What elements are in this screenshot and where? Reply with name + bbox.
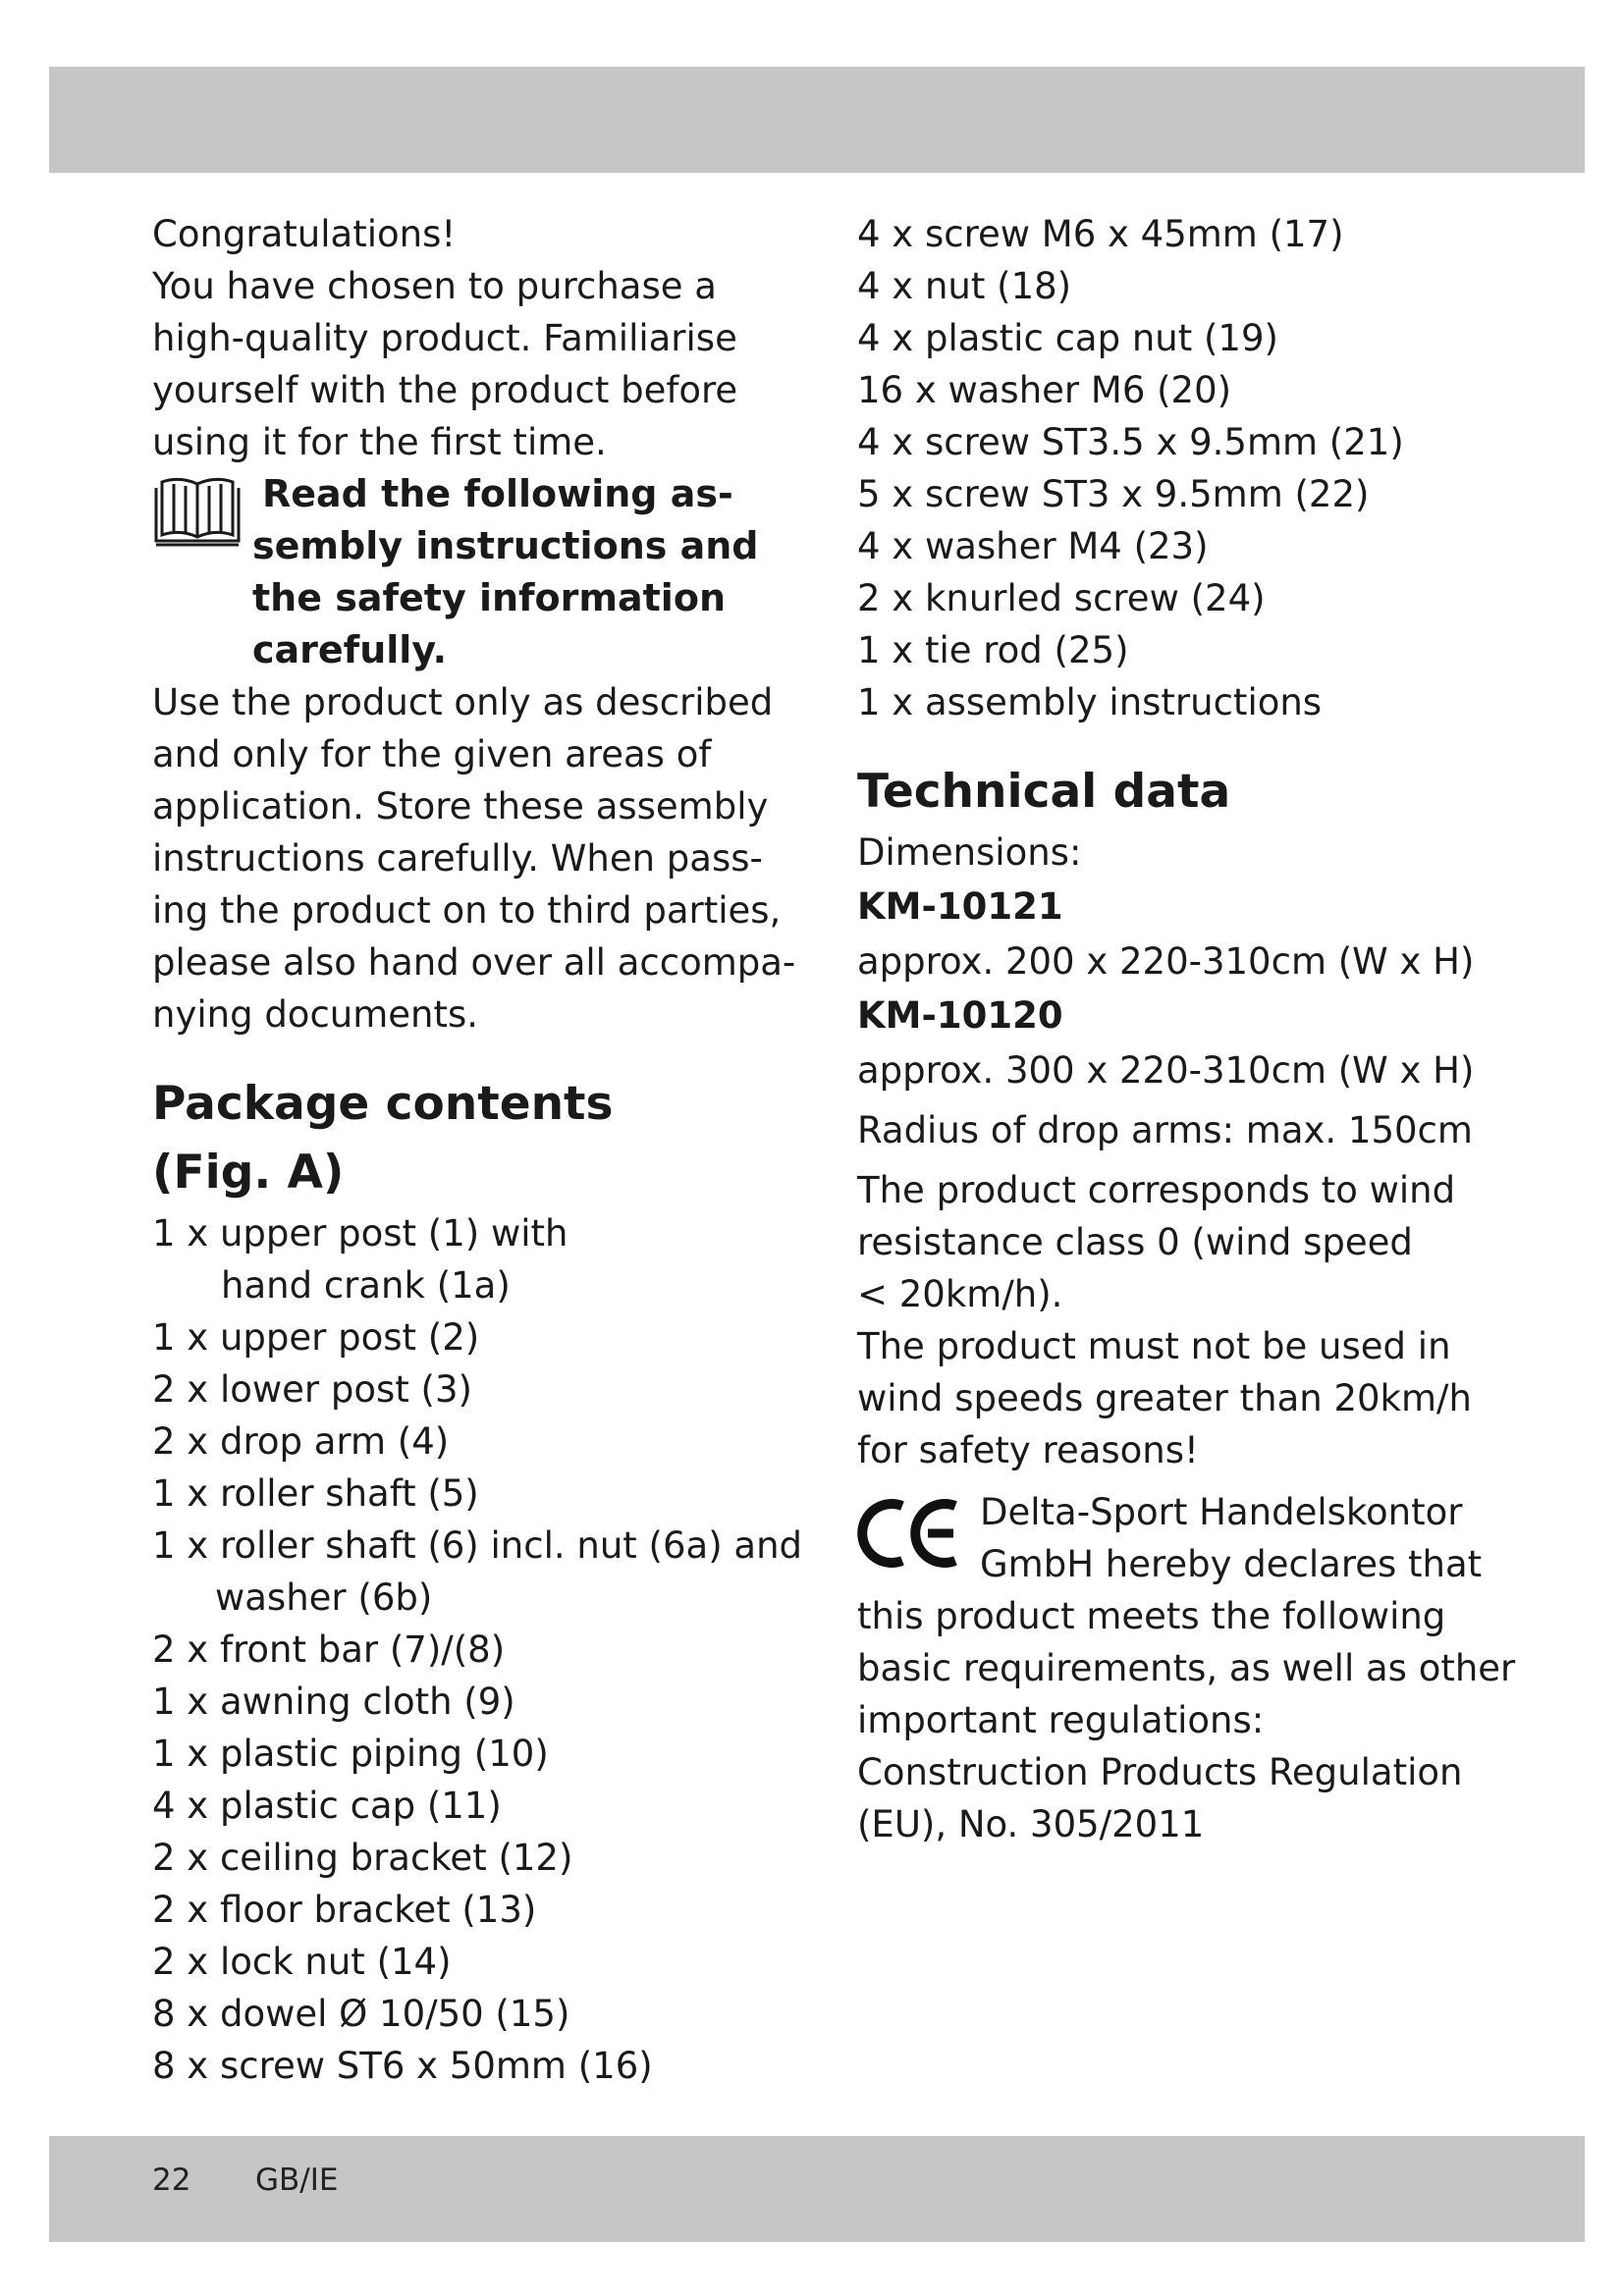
wind-resistance-paragraph (857, 1164, 1505, 1476)
technical-data-heading: Technical data (857, 765, 1231, 819)
declaration-line: basic requirements, as well as other (857, 1647, 1516, 1689)
intro-line: Congratulations! (152, 213, 457, 255)
page-number: 22 (152, 2163, 191, 2198)
dimensions-label: Dimensions: (857, 831, 1082, 874)
list-item: 4 x screw M6 x 45mm (17) (857, 213, 1344, 255)
ce-mark-icon (857, 1494, 965, 1573)
list-item-continuation: hand crank (1a) (221, 1264, 511, 1307)
list-item: 2 x lock nut (14) (152, 1941, 452, 1983)
list-item: 1 x roller shaft (5) (152, 1472, 479, 1515)
locale-label: GB/IE (255, 2163, 339, 2198)
package-list-continued (857, 208, 1505, 728)
list-item: 2 x knurled screw (24) (857, 577, 1266, 619)
model-number: KM-10121 (857, 885, 1063, 928)
intro-paragraph (152, 208, 781, 468)
list-item-continuation: washer (6b) (215, 1576, 433, 1619)
declaration-line: Construction Products Regulation (857, 1751, 1463, 1793)
list-item: 1 x roller shaft (6) incl. nut (6a) and (152, 1524, 803, 1567)
section-title: (Fig. A) (152, 1146, 345, 1200)
intro-line: You have chosen to purchase a (152, 265, 717, 307)
usage-line: instructions carefully. When pass- (152, 837, 763, 880)
right-column (857, 208, 1516, 1850)
intro-line: yourself with the product before (152, 369, 738, 411)
package-list (152, 1207, 803, 2092)
list-item: 8 x screw ST6 x 50mm (16) (152, 2045, 653, 2087)
read-instructions-notice (152, 468, 781, 676)
list-item: 1 x assembly instructions (857, 681, 1323, 723)
list-item: 4 x plastic cap nut (19) (857, 317, 1278, 359)
list-item: 2 x front bar (7)/(8) (152, 1629, 506, 1671)
list-item: 4 x screw ST3.5 x 9.5mm (21) (857, 421, 1404, 463)
usage-line: ing the product on to third parties, (152, 889, 782, 932)
usage-line: Use the product only as described (152, 681, 774, 723)
list-item: 8 x dowel Ø 10/50 (15) (152, 1993, 570, 2035)
usage-line: please also hand over all accompa- (152, 941, 796, 984)
notice-line: sembly instructions and (252, 524, 759, 567)
wind-line: The product must not be used in (857, 1325, 1451, 1367)
list-item: 2 x ceiling bracket (12) (152, 1837, 573, 1879)
list-item: 4 x nut (18) (857, 265, 1072, 307)
wind-line: The product corresponds to wind (857, 1169, 1456, 1211)
list-item: 1 x plastic piping (10) (152, 1733, 549, 1775)
usage-line: nying documents. (152, 993, 479, 1036)
model-number: KM-10120 (857, 994, 1063, 1037)
list-item: 1 x upper post (1) with (152, 1212, 568, 1255)
drop-arm-radius: Radius of drop arms: max. 150cm (857, 1109, 1473, 1151)
intro-line: using it for the first time. (152, 421, 607, 463)
book-icon (152, 476, 243, 549)
notice-line: carefully. (252, 628, 448, 671)
wind-line: < 20km/h). (857, 1273, 1063, 1315)
list-item: 2 x floor bracket (13) (152, 1889, 537, 1931)
left-column (152, 208, 803, 2092)
notice-line: Read the following as- (262, 472, 733, 515)
list-item: 1 x upper post (2) (152, 1316, 480, 1359)
ce-line: Delta-Sport Handelskontor (980, 1491, 1463, 1533)
usage-paragraph (152, 676, 796, 1041)
wind-line: wind speeds greater than 20km/h (857, 1377, 1472, 1419)
list-item: 4 x washer M4 (23) (857, 525, 1209, 567)
model-dimensions: approx. 300 x 220-310cm (W x H) (857, 1049, 1475, 1092)
usage-line: and only for the given areas of (152, 733, 712, 775)
usage-line: application. Store these assembly (152, 785, 769, 828)
declaration-line: important regulations: (857, 1699, 1265, 1741)
technical-data (857, 827, 1516, 1850)
list-item: 1 x awning cloth (9) (152, 1681, 515, 1723)
list-item: 1 x tie rod (25) (857, 629, 1129, 671)
declaration-line: this product meets the following (857, 1595, 1446, 1637)
wind-line: resistance class 0 (wind speed (857, 1221, 1413, 1263)
list-item: 2 x drop arm (4) (152, 1420, 450, 1463)
list-item: 4 x plastic cap (11) (152, 1785, 502, 1827)
declaration-line: (EU), No. 305/2011 (857, 1803, 1205, 1845)
header-bar (49, 67, 1585, 173)
package-contents-heading (152, 1070, 781, 1207)
list-item: 5 x screw ST3 x 9.5mm (22) (857, 473, 1370, 515)
section-title: Package contents (152, 1077, 614, 1131)
model-dimensions: approx. 200 x 220-310cm (W x H) (857, 940, 1475, 983)
ce-line: GmbH hereby declares that (980, 1543, 1483, 1585)
notice-line: the safety information (252, 576, 726, 619)
list-item: 16 x washer M6 (20) (857, 369, 1232, 411)
wind-line: for safety reasons! (857, 1429, 1199, 1471)
list-item: 2 x lower post (3) (152, 1368, 472, 1411)
ce-declaration (857, 1486, 1516, 1850)
intro-line: high-quality product. Familiarise (152, 317, 737, 359)
